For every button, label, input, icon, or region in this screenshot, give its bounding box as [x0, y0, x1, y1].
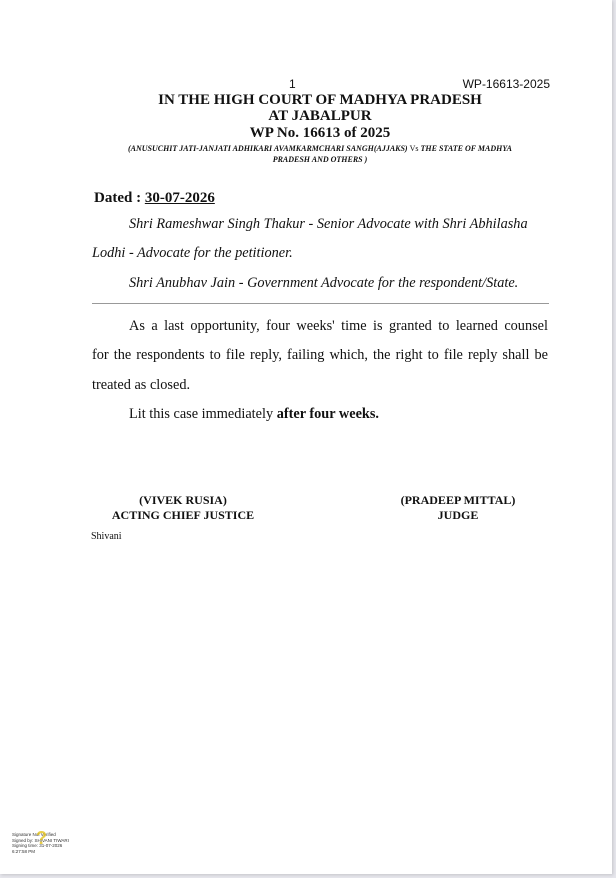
order-date: 30-07-2026: [144, 190, 215, 206]
versus-label: Vs: [409, 144, 419, 153]
case-number: WP No. 16613 of 2025: [249, 125, 391, 141]
order-line-4: [129, 406, 379, 423]
respondent-parties-line2: PRADESH AND OTHERS ): [272, 155, 368, 164]
digital-signature-badge[interactable]: [12, 828, 69, 854]
order-line-4-emphasis: after four weeks.: [276, 406, 380, 422]
appearance-line-2: Lodhi - Advocate for the petitioner.: [92, 245, 293, 261]
right-signatory: [383, 493, 533, 523]
page-number: 1: [289, 77, 296, 91]
order-line-4-text: Lit this case immediately: [129, 406, 274, 422]
dated-line: [94, 190, 215, 207]
signature-clock: 6:27:58 PM: [12, 848, 36, 854]
court-location: AT JABALPUR: [268, 108, 372, 124]
question-mark-icon: ?: [36, 828, 47, 848]
dated-label: Dated :: [94, 190, 142, 206]
order-line-3: treated as closed.: [92, 377, 191, 393]
separator-line: [92, 303, 549, 304]
signature-status: Signature Not Verified: [12, 832, 56, 837]
appearance-line-1: Shri Rameshwar Singh Thakur - Senior Advocate with Shri Abhilasha: [129, 216, 528, 232]
petitioner-parties: (ANUSUCHIT JATI-JANJATI ADHIKARI AVAMKARMCHARI SANGH(AJJAKS): [127, 144, 408, 153]
right-signatory-title: JUDGE: [437, 508, 479, 522]
clerk-initials: Shivani: [91, 531, 122, 542]
signature-signer: Signed by: SHIVANI TIWARI: [12, 837, 69, 843]
case-id: WP-16613-2025: [462, 77, 550, 91]
case-parties: [92, 143, 548, 165]
right-signatory-name: (PRADEEP MITTAL): [400, 493, 516, 507]
left-signatory: [103, 493, 263, 523]
left-signatory-name: (VIVEK RUSIA): [139, 493, 227, 507]
appearance-line-3: Shri Anubhav Jain - Government Advocate for the respondent/State.: [129, 275, 519, 291]
court-name: IN THE HIGH COURT OF MADHYA PRADESH: [158, 92, 482, 108]
order-line-2: for the respondents to file reply, failing which, the right to file reply shall be: [92, 347, 548, 363]
order-line-1: As a last opportunity, four weeks' time is granted to learned counsel: [129, 318, 548, 334]
respondent-parties-line1: THE STATE OF MADHYA: [420, 144, 513, 153]
signature-time: Signing time: 31-07-2026: [12, 843, 63, 848]
left-signatory-title: ACTING CHIEF JUSTICE: [111, 508, 255, 522]
